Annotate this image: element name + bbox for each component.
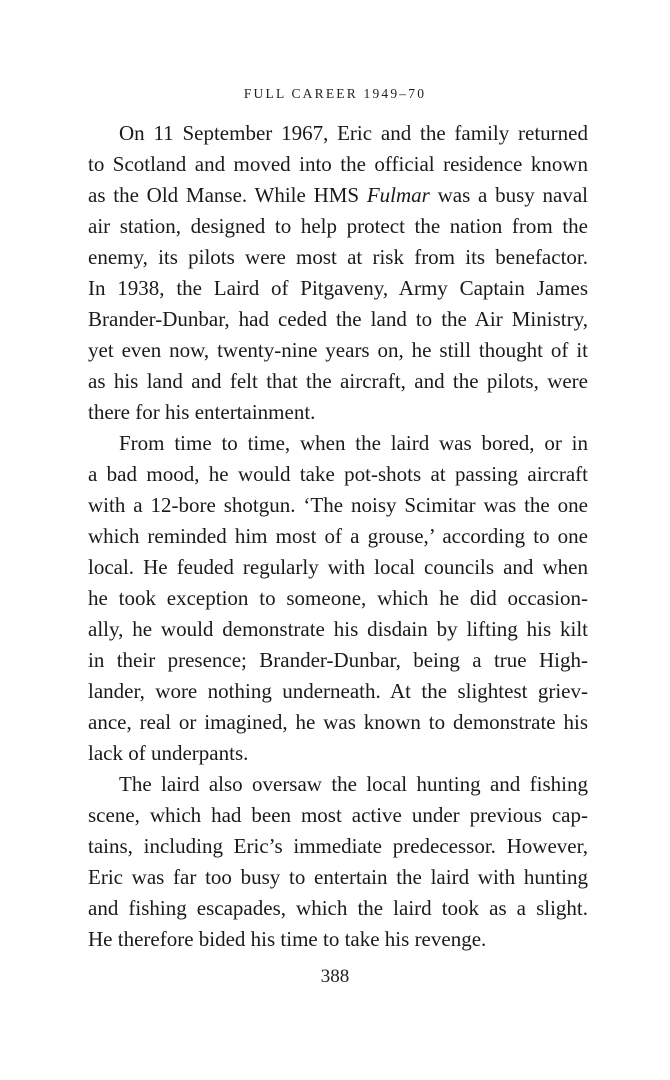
paragraph-3 (88, 769, 588, 955)
paragraph-1 (88, 118, 588, 428)
text-line: with a 12-bore shotgun. ‘The noisy Scimitar was the one (88, 493, 588, 517)
body-text (88, 118, 588, 955)
text-line: there for his entertainment. (88, 400, 316, 424)
text-line: He therefore bided his time to take his revenge. (88, 927, 487, 951)
paragraph-2 (88, 428, 588, 769)
text-line: Brander-Dunbar, had ceded the land to the Air Ministry, (88, 307, 588, 331)
text-line: enemy, its pilots were most at risk from its benefactor. (88, 245, 588, 269)
text-line: which reminded him most of a grouse,’ according to one (88, 524, 588, 548)
text-line: ance, real or imagined, he was known to demonstrate his (88, 710, 588, 734)
text-line: and fishing escapades, which the laird took as a slight. (88, 896, 588, 920)
text-line (88, 180, 588, 211)
page-number: 388 (320, 966, 350, 987)
text-line: tains, including Eric’s immediate predecessor. However, (88, 834, 588, 858)
text-line: Eric was far too busy to entertain the laird with hunting (88, 865, 588, 889)
running-head: FULL CAREER 1949–70 (243, 86, 427, 101)
text-line: he took exception to someone, which he did occasion- (88, 586, 588, 610)
text-line: The laird also oversaw the local hunting and fishing (119, 772, 588, 796)
text-line: air station, designed to help protect the nation from the (88, 214, 588, 238)
text-line: yet even now, twenty-nine years on, he still thought of it (88, 338, 588, 362)
text-line: local. He feuded regularly with local councils and when (88, 555, 588, 579)
text-line: From time to time, when the laird was bored, or in (119, 431, 588, 455)
text-line: to Scotland and moved into the official residence known (88, 152, 588, 176)
text-line: ally, he would demonstrate his disdain by lifting his kilt (88, 617, 588, 641)
text-line: as his land and felt that the aircraft, and the pilots, were (88, 369, 588, 393)
text-line: scene, which had been most active under previous cap- (88, 803, 588, 827)
text-line: in their presence; Brander-Dunbar, being a true High- (88, 648, 588, 672)
text-line: lander, wore nothing underneath. At the slightest griev- (88, 679, 588, 703)
text-line: a bad mood, he would take pot-shots at passing aircraft (88, 462, 588, 486)
text-line: On 11 September 1967, Eric and the family returned (119, 121, 588, 145)
text-line: In 1938, the Laird of Pitgaveny, Army Captain James (88, 276, 588, 300)
text-segment: was a busy naval (429, 183, 588, 207)
ship-name-italic: Fulmar (366, 183, 430, 207)
text-line: lack of underpants. (88, 741, 249, 765)
text-segment: as the Old Manse. While HMS (88, 183, 367, 207)
